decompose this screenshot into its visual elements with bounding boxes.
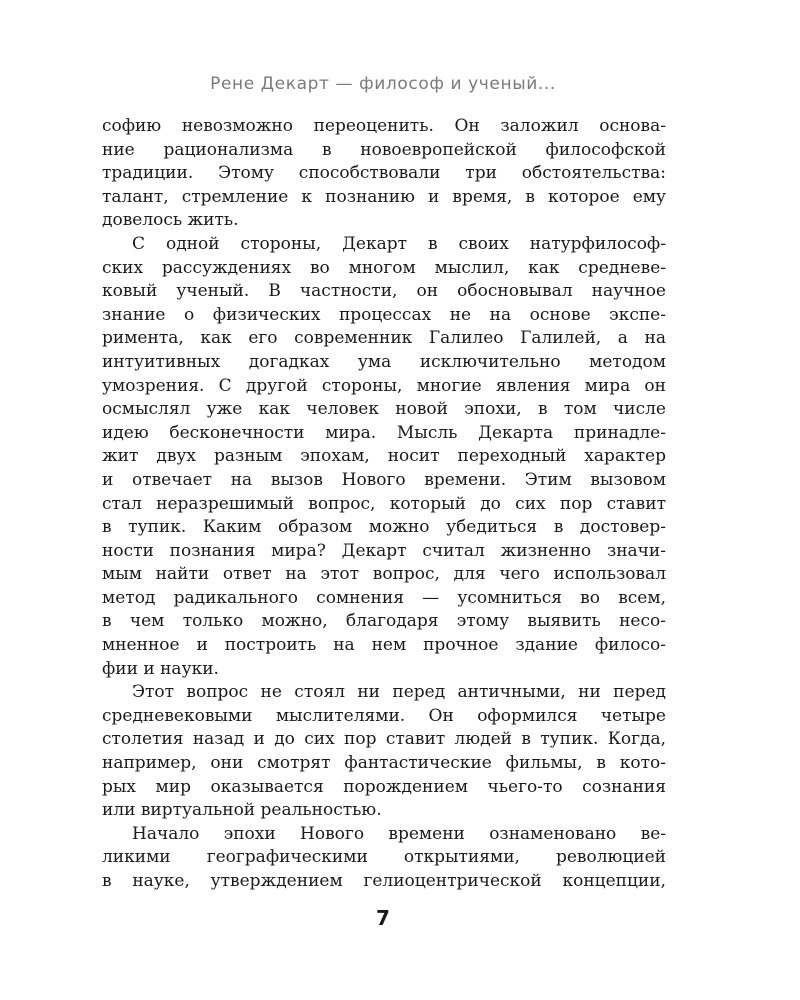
- text-line: столетия назад и до сих пор ставит людей в тупик. Когда,: [102, 729, 666, 750]
- text-line: в тупик. Каким образом можно убедиться в достовер-: [102, 517, 666, 538]
- text-line: например, они смотрят фантастические фильмы, в кото-: [102, 753, 666, 774]
- text-line: в чем только можно, благодаря этому выявить несо-: [102, 611, 666, 632]
- text-line: римента, как его современник Галилео Галилей, а на: [102, 328, 666, 349]
- text-line: в науке, утверждением гелиоцентрической концепции,: [102, 871, 666, 891]
- text-line: стал неразрешимый вопрос, который до сих пор ставит: [102, 493, 666, 514]
- text-line: средневековыми мыслителями. Он оформился четыре: [102, 705, 666, 726]
- text-line: ние рационализма в новоевропейской философской: [102, 139, 666, 160]
- text-line: талант, стремление к познанию и время, в которое ему: [102, 186, 666, 207]
- text-line: ности познания мира? Декарт считал жизненно значи-: [102, 540, 666, 561]
- text-line: умозрения. С другой стороны, многие явления мира он: [102, 375, 666, 396]
- text-line: интуитивных догадках ума исключительно методом: [102, 351, 666, 372]
- page-number: 7: [376, 906, 390, 930]
- paragraph: [102, 115, 666, 233]
- text-line: рых мир оказывается порождением чьего-то сознания: [102, 776, 666, 797]
- text-line: знание о физических процессах не на основе экспе-: [102, 304, 666, 325]
- text-line: жит двух разным эпохам, носит переходный характер: [102, 446, 666, 467]
- text-line: Начало эпохи Нового времени ознаменовано ве-: [132, 823, 666, 844]
- text-line: ликими географическими открытиями, революцией: [102, 847, 666, 868]
- paragraph: [102, 823, 666, 894]
- body-text: [102, 115, 666, 894]
- text-line: традиции. Этому способствовали три обстоятельства:: [102, 163, 666, 184]
- text-line: довелось жить.: [102, 210, 239, 231]
- text-line: ских рассуждениях во многом мыслил, как средневе-: [102, 257, 666, 278]
- paragraph: [102, 233, 666, 681]
- text-line: и отвечает на вызов Нового времени. Этим вызовом: [102, 469, 666, 490]
- text-line: идею бесконечности мира. Мысль Декарта принадле-: [102, 422, 666, 443]
- text-line: метод радикального сомнения — усомниться во всем,: [102, 587, 666, 608]
- text-line: или виртуальной реальностью.: [102, 800, 382, 821]
- text-line: Этот вопрос не стоял ни перед античными, ни перед: [132, 682, 666, 703]
- text-line: фии и науки.: [102, 658, 219, 679]
- text-line: ковый ученый. В частности, он обосновывал научное: [102, 281, 666, 302]
- text-line: мненное и построить на нем прочное здание филосо-: [102, 635, 666, 656]
- text-line: осмыслял уже как человек новой эпохи, в том числе: [102, 399, 666, 420]
- text-line: софию невозможно переоценить. Он заложил основа-: [102, 116, 666, 136]
- paragraph: [102, 681, 666, 823]
- text-line: С одной стороны, Декарт в своих натурфилософ-: [132, 233, 666, 254]
- running-head: Рене Декарт — философ и ученый...: [210, 74, 556, 94]
- text-line: мым найти ответ на этот вопрос, для чего использовал: [102, 564, 666, 585]
